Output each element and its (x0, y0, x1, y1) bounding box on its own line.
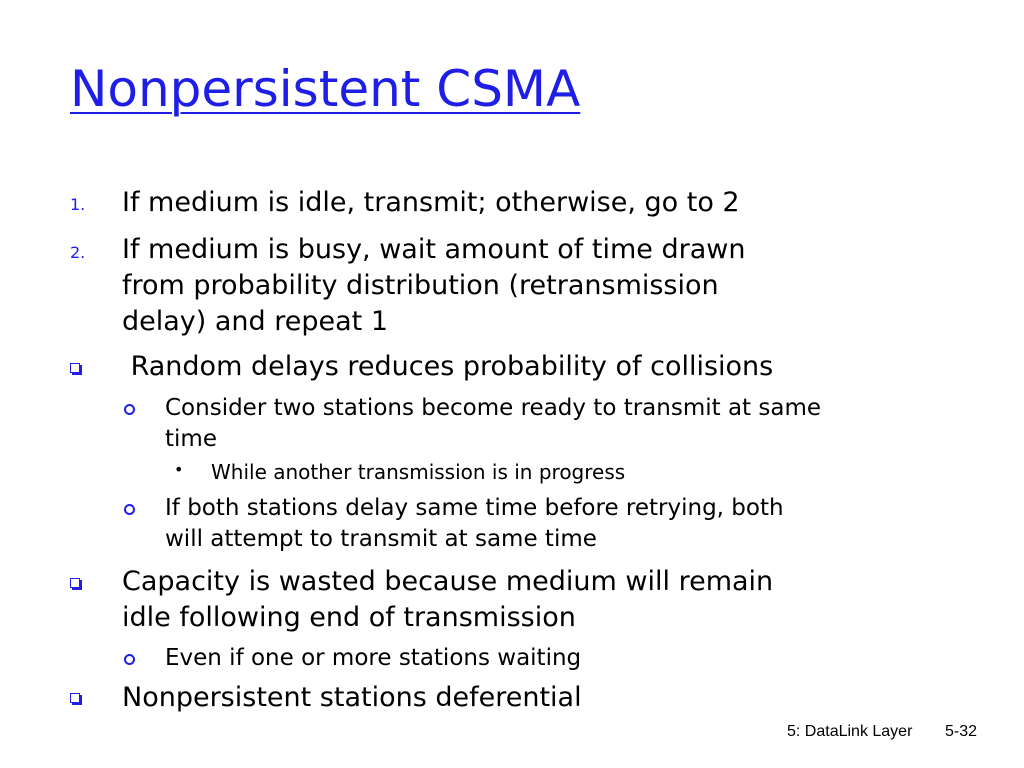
bullet-item-random-delays: Random delays reduces probability of collisions (122, 351, 774, 382)
bullet-item-1: If medium is idle, transmit; otherwise, go to 2 (122, 187, 740, 218)
bullet-item-deferential: Nonpersistent stations deferential (122, 682, 582, 713)
bullet-item-capacity (122, 564, 773, 636)
text-line: will attempt to transmit at same time (165, 526, 597, 552)
slide-title: Nonpersistent CSMA (70, 60, 581, 118)
number-marker: 2. (70, 243, 86, 262)
square-bullet-icon (70, 578, 80, 588)
text-line: Capacity is wasted because medium will remain (122, 566, 774, 597)
text-line: If medium is busy, wait amount of time drawn (122, 234, 746, 265)
number-marker: 1. (70, 195, 86, 214)
sub-sub-item-while: While another transmission is in progress (211, 460, 626, 484)
bullet-item-2 (122, 232, 745, 340)
text-line: from probability distribution (retransmission (122, 270, 719, 301)
sub-item-both-stations (165, 493, 784, 555)
ring-bullet-icon (124, 404, 135, 415)
sub-item-even-if: Even if one or more stations waiting (165, 645, 582, 671)
square-bullet-icon (70, 693, 80, 703)
sub-item-consider (165, 393, 821, 455)
text-line: idle following end of transmission (122, 602, 576, 633)
footer-page-number: 5-32 (945, 723, 978, 740)
dot-bullet-icon: • (174, 460, 184, 479)
text-line: Consider two stations become ready to transmit at same (165, 395, 822, 421)
ring-bullet-icon (124, 654, 135, 665)
text-line: delay) and repeat 1 (122, 306, 389, 337)
text-line: If both stations delay same time before retrying, both (165, 495, 784, 521)
square-bullet-icon (70, 363, 80, 373)
text-line: time (165, 426, 217, 452)
footer-chapter: 5: DataLink Layer (787, 723, 913, 740)
ring-bullet-icon (124, 504, 135, 515)
